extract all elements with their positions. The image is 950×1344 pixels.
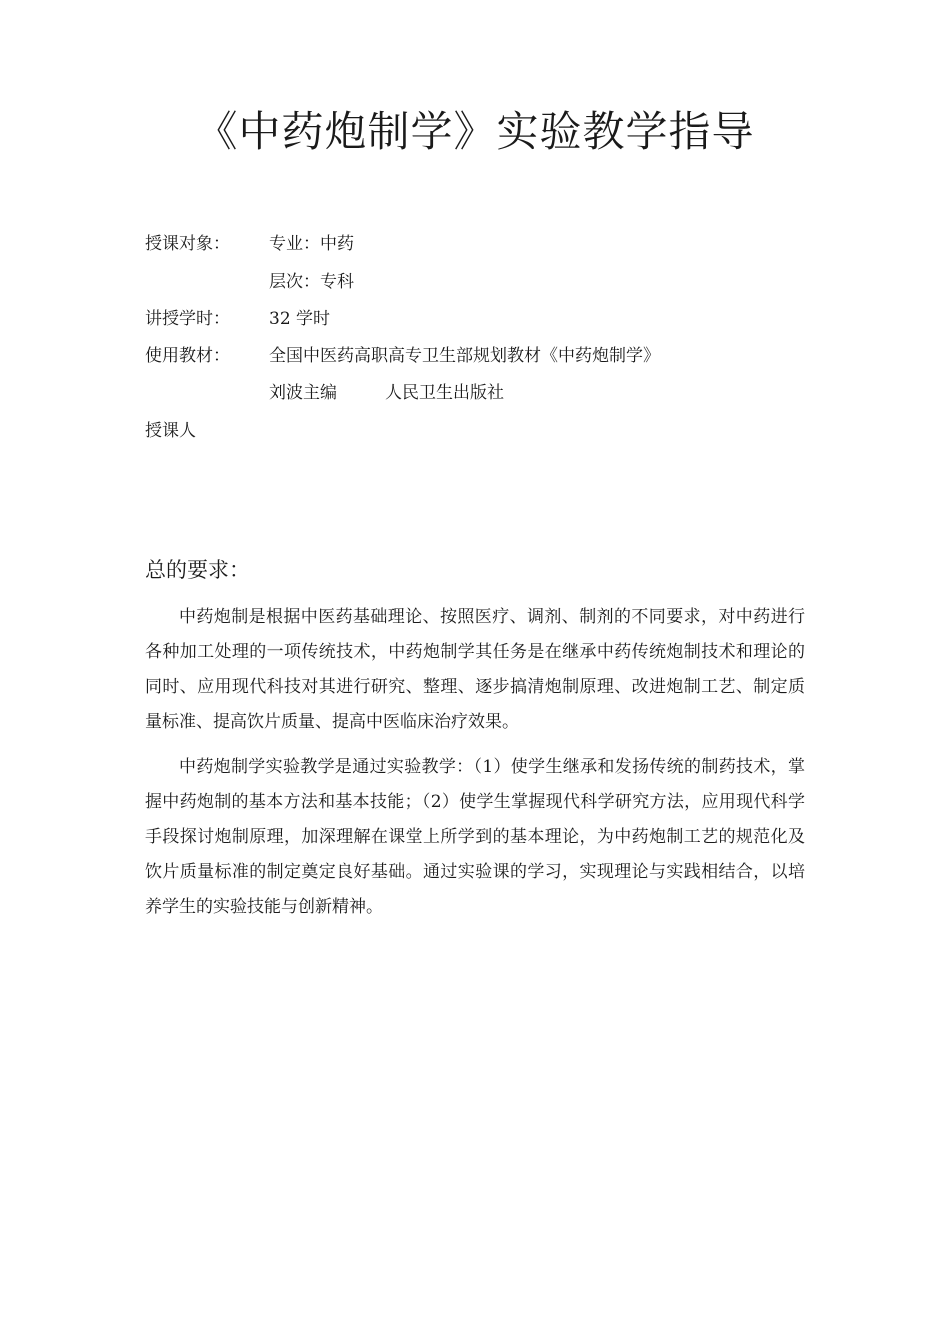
major-value: 专业：中药 (269, 234, 354, 254)
document-title: 《中药炮制学》实验教学指导 (195, 107, 755, 156)
paragraph-2: 中药炮制学实验教学是通过实验教学：（1）使学生继承和发扬传统的制药技术，掌握中药炮制的基本方法和基本技能；（2）使学生掌握现代科学研究方法，应用现代科学手段探讨炮制原理，加深理解在课堂上所学到的基本理论，为中药炮制工艺的规范化及饮片质量标准的制定奠定良好基础。通过实验课的学习，实现理论与实践相结合，以培养学生的实验技能与创新精神。 (145, 757, 805, 917)
requirements-heading: 总的要求： (145, 558, 250, 582)
hours-label: 讲授学时： (145, 309, 230, 329)
textbook-value: 全国中医药高职高专卫生部规划教材《中药炮制学》 (269, 346, 660, 366)
textbook-label: 使用教材： (145, 346, 230, 366)
editor-publisher (269, 380, 504, 406)
hours-value: 32 学时 (269, 309, 331, 329)
editor-value: 刘波主编 (269, 383, 337, 403)
level-value: 层次：专科 (269, 272, 354, 292)
publisher-value: 人民卫生出版社 (385, 383, 504, 403)
paragraph-1: 中药炮制是根据中医药基础理论、按照医疗、调剂、制剂的不同要求，对中药进行各种加工处理的一项传统技术，中药炮制学其任务是在继承中药传统炮制技术和理论的同时、应用现代科技对其进行研究、整理、逐步搞清炮制原理、改进炮制工艺、制定质量标准、提高饮片质量、提高中医临床治疗效果。 (145, 607, 805, 732)
instructor-label: 授课人 (145, 421, 196, 441)
audience-label: 授课对象： (145, 234, 230, 254)
